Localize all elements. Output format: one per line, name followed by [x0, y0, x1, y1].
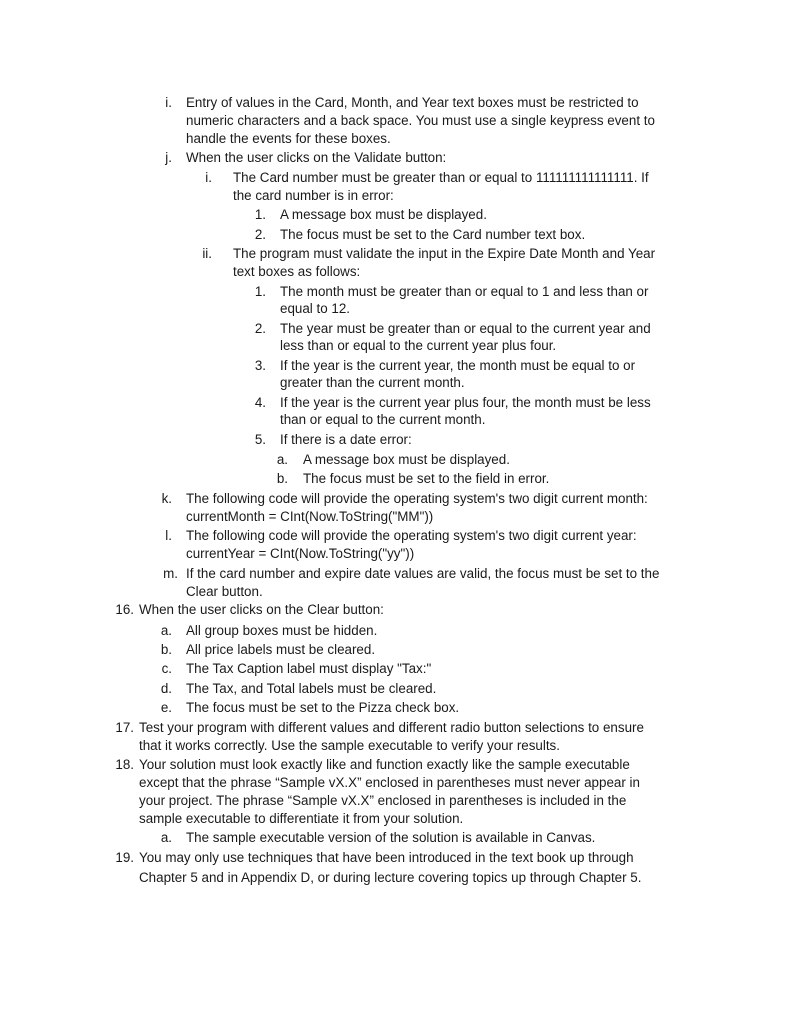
item-j-ii-step2-marker: 2.: [254, 321, 266, 336]
item-l-line-1: The following code will provide the operating system's two digit current year:: [186, 528, 637, 543]
step-16-sub-c-marker: c.: [161, 661, 172, 676]
step-16-sub-d-text: The Tax, and Total labels must be cleared.: [186, 681, 437, 696]
step-16-sub-b-marker: b.: [160, 642, 172, 657]
item-j-ii-step5-sub-b-text: The focus must be set to the field in error.: [303, 471, 550, 486]
item-j-i-line-2: the card number is in error:: [233, 188, 394, 203]
item-j-ii-step3-line-2: greater than the current month.: [280, 375, 465, 390]
item-j-line-1: When the user clicks on the Validate button:: [186, 150, 447, 165]
step-17-marker: 17.: [115, 720, 134, 735]
item-i-line-3: handle the events for these boxes.: [186, 131, 391, 146]
item-j-ii-step3-line-1: If the year is the current year, the month must be equal to or: [280, 358, 636, 373]
step-18-line-1: Your solution must look exactly like and function exactly like the sample executable: [139, 757, 630, 772]
item-i-line-2: numeric characters and a back space. You must use a single keypress event to: [186, 113, 655, 128]
item-j-ii-step5-sub-a-text: A message box must be displayed.: [303, 452, 510, 467]
item-j-i-marker: i.: [205, 170, 212, 185]
step-19-line-2: Chapter 5 and in Appendix D, or during lecture covering topics up through Chapter 5.: [139, 870, 642, 885]
step-16-text: When the user clicks on the Clear button:: [139, 602, 384, 617]
step-16-marker: 16.: [115, 602, 134, 617]
item-j-ii-step1-marker: 1.: [254, 284, 266, 299]
item-j-ii-step5-sub-a-marker: a.: [276, 452, 288, 467]
step-18-line-3: your project. The phrase “Sample vX.X” enclosed in parentheses is included in the: [139, 793, 627, 808]
step-16-sub-d-marker: d.: [160, 681, 172, 696]
item-m-line-2: Clear button.: [186, 584, 263, 599]
step-19-marker: 19.: [115, 850, 134, 865]
step-16-sub-b-text: All price labels must be cleared.: [186, 642, 376, 657]
step-18-marker: 18.: [115, 757, 134, 772]
step-18-sub-a-marker: a.: [160, 830, 172, 845]
item-j-ii-step4-marker: 4.: [254, 395, 266, 410]
item-j-ii-step5-marker: 5.: [254, 432, 266, 447]
item-j-ii-step2-line-2: less than or equal to the current year plus four.: [280, 338, 557, 353]
step-16-sub-a-marker: a.: [160, 623, 172, 638]
item-j-ii-marker: ii.: [202, 246, 212, 261]
step-18-sub-a-text: The sample executable version of the solution is available in Canvas.: [186, 830, 596, 845]
item-j-ii-step4-line-1: If the year is the current year plus four, the month must be less: [280, 395, 651, 410]
item-j-i-step1-text: A message box must be displayed.: [280, 207, 487, 222]
step-16-sub-e-marker: e.: [160, 700, 172, 715]
step-16-sub-e-text: The focus must be set to the Pizza check box.: [186, 700, 460, 715]
step-18-line-4: sample executable to differentiate it from your solution.: [139, 811, 464, 826]
item-l-marker: l.: [165, 528, 172, 543]
item-j-ii-step4-line-2: than or equal to the current month.: [280, 412, 486, 427]
item-k-marker: k.: [161, 491, 172, 506]
item-m-marker: m.: [163, 566, 178, 581]
item-j-i-line-1: The Card number must be greater than or equal to 111111111111111. If: [233, 170, 649, 185]
step-16-sub-c-text: The Tax Caption label must display "Tax:": [186, 661, 432, 676]
item-j-i-step2-text: The focus must be set to the Card number text box.: [280, 227, 586, 242]
item-k-line-1: The following code will provide the operating system's two digit current month:: [186, 491, 648, 506]
item-l-line-2: currentYear = CInt(Now.ToString("yy")): [186, 546, 415, 561]
item-j-ii-line-2: text boxes as follows:: [233, 264, 361, 279]
item-j-ii-line-1: The program must validate the input in the Expire Date Month and Year: [233, 246, 656, 261]
item-i-line-1: Entry of values in the Card, Month, and Year text boxes must be restricted to: [186, 95, 639, 110]
item-j-ii-step3-marker: 3.: [254, 358, 266, 373]
item-k-line-2: currentMonth = CInt(Now.ToString("MM")): [186, 509, 434, 524]
step-18-line-2: except that the phrase “Sample vX.X” enclosed in parentheses must never appear in: [139, 775, 640, 790]
step-16-sub-a-text: All group boxes must be hidden.: [186, 623, 378, 638]
step-19-line-1: You may only use techniques that have been introduced in the text book up through: [139, 850, 634, 865]
item-j-ii-step5-sub-b-marker: b.: [276, 471, 288, 486]
item-j-i-step2-marker: 2.: [254, 227, 266, 242]
item-j-ii-step1-line-2: equal to 12.: [280, 301, 350, 316]
step-17-line-2: that it works correctly. Use the sample executable to verify your results.: [139, 738, 560, 753]
item-i-marker: i.: [165, 95, 172, 110]
item-j-ii-step5-line-1: If there is a date error:: [280, 432, 412, 447]
step-17-line-1: Test your program with different values and different radio button selections to ensure: [139, 720, 644, 735]
item-j-i-step1-marker: 1.: [254, 207, 266, 222]
item-j-ii-step2-line-1: The year must be greater than or equal to the current year and: [280, 321, 651, 336]
item-m-line-1: If the card number and expire date values are valid, the focus must be set to the: [186, 566, 660, 581]
item-j-marker: j.: [165, 150, 172, 165]
item-j-ii-step1-line-1: The month must be greater than or equal to 1 and less than or: [280, 284, 649, 299]
